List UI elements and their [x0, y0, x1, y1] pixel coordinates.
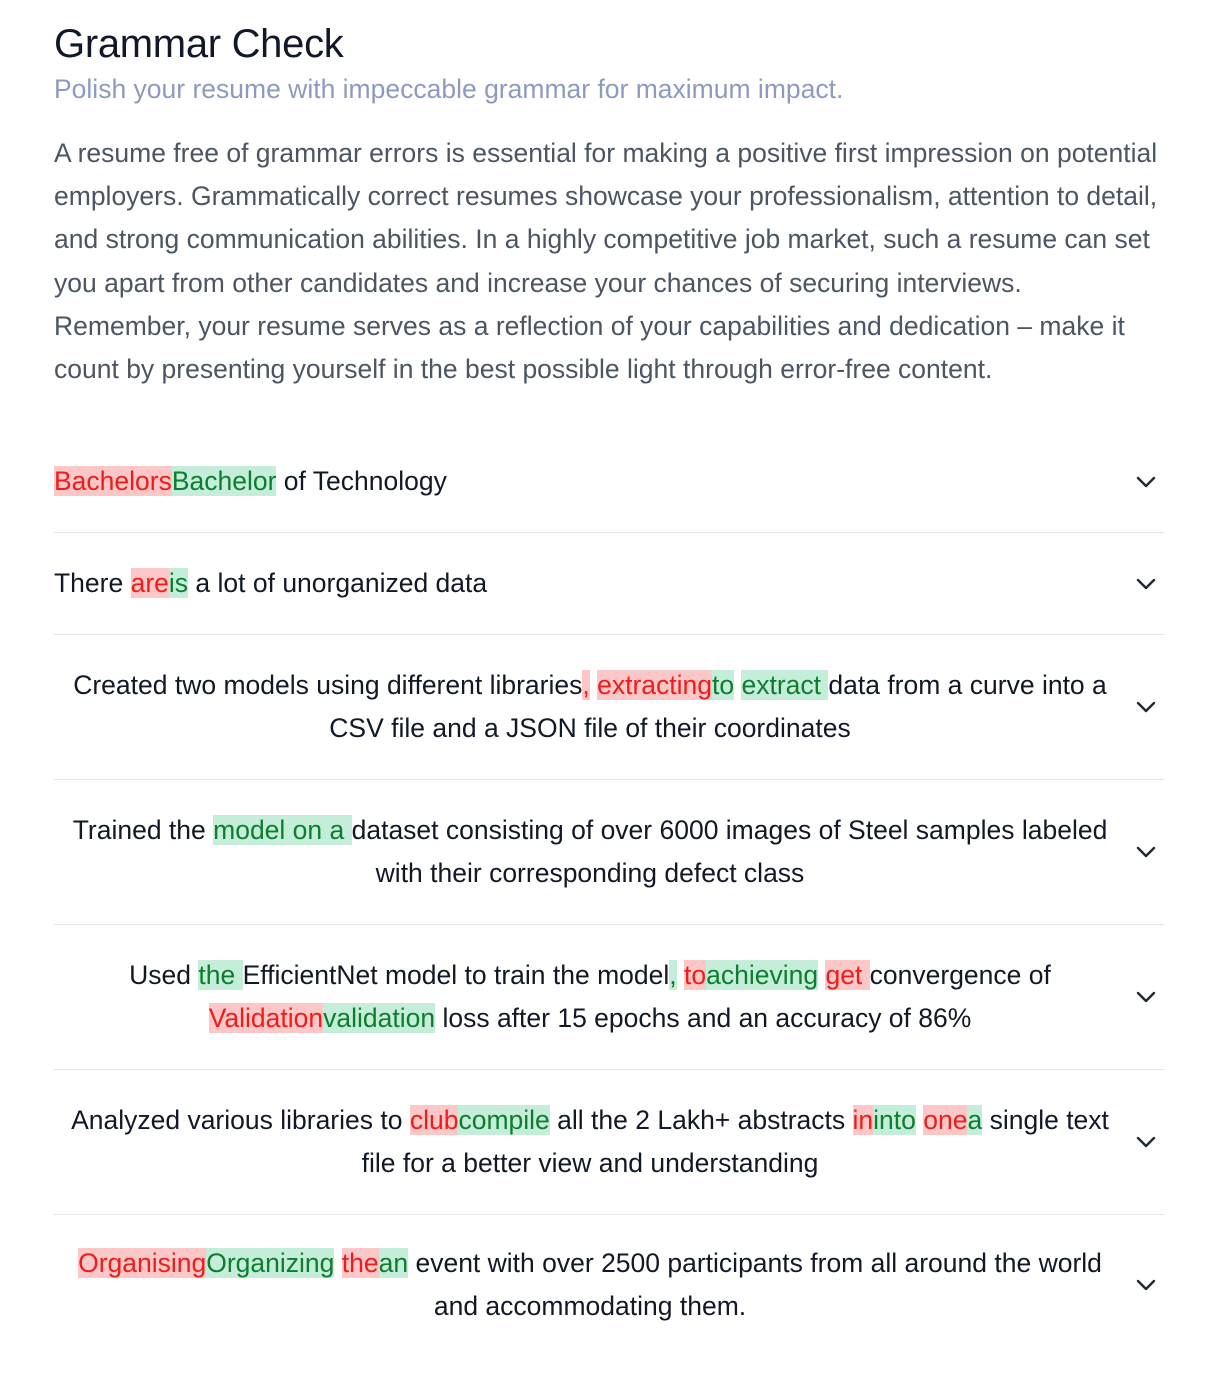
deleted-text: Bachelors: [54, 466, 172, 497]
inserted-text: extract: [741, 670, 829, 701]
chevron-down-icon[interactable]: [1134, 572, 1158, 596]
unchanged-text: single text file for a better view and understanding: [361, 1105, 1109, 1179]
unchanged-text: [590, 670, 597, 700]
chevron-down-icon[interactable]: [1134, 985, 1158, 1009]
correction-text: [54, 954, 1126, 1040]
correction-item[interactable]: [54, 533, 1164, 635]
inserted-text: achieving: [706, 960, 819, 991]
grammar-check-page: [54, 0, 1164, 1355]
deleted-text: extracting: [597, 670, 712, 701]
unchanged-text: a lot of unorganized data: [188, 568, 488, 599]
unchanged-text: of Technology: [276, 466, 447, 497]
unchanged-text: Trained the: [72, 815, 214, 846]
unchanged-text: [334, 1248, 341, 1278]
deleted-text: ,: [582, 670, 590, 701]
inserted-text: an: [378, 1248, 409, 1279]
inserted-text: to: [712, 670, 735, 701]
inserted-text: compile: [458, 1105, 550, 1136]
correction-text: [54, 460, 1126, 503]
correction-text: [54, 562, 1126, 605]
deleted-text: are: [130, 568, 169, 599]
unchanged-text: all the 2 Lakh+ abstracts: [549, 1105, 853, 1136]
intro-paragraph: A resume free of grammar errors is essential for making a positive first impression on potential employers. Grammatically correct resumes showcase your professionalism, attention to detail, and strong communication abilities. In a highly competitive job market, such a resume can set you apart from other candidates and increase your chances of securing interviews. Remember, your resume serves as a reflection of your capabilities and dedication – make it count by presenting yourself in the best possible light through error-free content.: [54, 138, 1158, 385]
unchanged-text: Analyzed various libraries to: [71, 1105, 410, 1136]
correction-text: [54, 664, 1126, 750]
unchanged-text: loss after 15 epochs and an accuracy of 86%: [435, 1003, 972, 1034]
chevron-down-icon[interactable]: [1134, 1130, 1158, 1154]
inserted-text: model on a: [213, 815, 352, 846]
correction-item[interactable]: [54, 780, 1164, 925]
correction-item[interactable]: [54, 925, 1164, 1070]
inserted-text: Bachelor: [171, 466, 277, 497]
correction-item[interactable]: [54, 431, 1164, 533]
unchanged-text: event with over 2500 participants from all around the world and accommodating them.: [408, 1248, 1102, 1322]
correction-item[interactable]: [54, 635, 1164, 780]
unchanged-text: Created two models using different libraries: [73, 670, 583, 701]
chevron-down-icon[interactable]: [1134, 840, 1158, 864]
unchanged-text: [677, 960, 684, 990]
deleted-text: Organising: [78, 1248, 207, 1279]
inserted-text: ,: [669, 960, 677, 991]
unchanged-text: dataset consisting of over 6000 images of Steel samples labeled with their corresponding defect class: [351, 815, 1108, 889]
chevron-down-icon[interactable]: [1134, 470, 1158, 494]
inserted-text: into: [873, 1105, 916, 1136]
page-subtitle: Polish your resume with impeccable grammar for maximum impact.: [54, 74, 844, 104]
page-title: Grammar Check: [54, 22, 344, 66]
corrections-list: [54, 431, 1164, 1355]
correction-text: [54, 1099, 1126, 1185]
deleted-text: the: [341, 1248, 379, 1279]
correction-item[interactable]: [54, 1070, 1164, 1215]
deleted-text: in: [852, 1105, 874, 1136]
deleted-text: to: [684, 960, 707, 991]
unchanged-text: convergence of: [869, 960, 1051, 991]
unchanged-text: There: [54, 568, 131, 599]
chevron-down-icon[interactable]: [1134, 695, 1158, 719]
deleted-text: get: [825, 960, 870, 991]
inserted-text: is: [168, 568, 189, 599]
unchanged-text: data from a curve into a CSV file and a JSON file of their coordinates: [329, 670, 1107, 744]
deleted-text: Validation: [208, 1003, 324, 1034]
unchanged-text: Used: [129, 960, 199, 991]
unchanged-text: EfficientNet model to train the model: [242, 960, 670, 991]
deleted-text: club: [409, 1105, 459, 1136]
deleted-text: one: [923, 1105, 968, 1136]
chevron-down-icon[interactable]: [1134, 1273, 1158, 1297]
inserted-text: validation: [323, 1003, 436, 1034]
inserted-text: the: [198, 960, 243, 991]
inserted-text: a: [967, 1105, 983, 1136]
correction-text: [54, 809, 1126, 895]
correction-text: [54, 1242, 1126, 1328]
inserted-text: Organizing: [206, 1248, 335, 1279]
correction-item[interactable]: [54, 1215, 1164, 1355]
